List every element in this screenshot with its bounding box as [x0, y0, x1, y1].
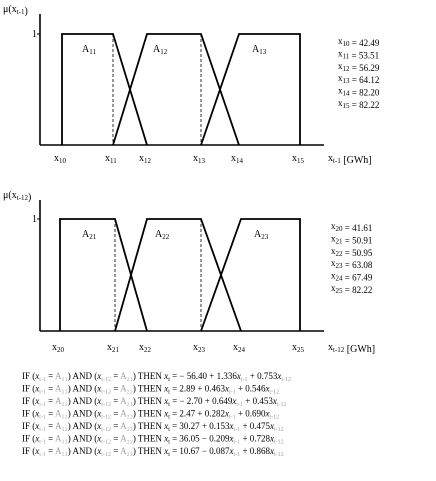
breakpoint-value: $x_{11} = 53.51$ — [338, 48, 380, 61]
breakpoint-value: $x_{22} = 50.95$ — [331, 245, 373, 258]
membership-fn-low — [62, 34, 147, 145]
x-tick-label: $x_{10}$ — [54, 153, 66, 165]
breakpoint-value: $x_{24} = 67.49$ — [331, 270, 373, 283]
rule-line: IF $(x_{t-1} = A_{12})$ AND $(x_{t-12} = A_{21})$ THEN $x_t$ = − $2.70 + 0.649x_{t-1} + 0.453x_{t-12}$ — [22, 396, 287, 408]
rule-line: IF $(x_{t-1} = A_{12})$ AND $(x_{t-12} = A_{22})$ THEN $x_t = 2.47 + 0.282x_{t-1} + 0.690x_{t-12}$ — [22, 408, 280, 421]
membership-fn-low — [60, 219, 147, 331]
x-tick-label: $x_{23}$ — [193, 342, 205, 354]
rule-line: IF $(x_{t-1} = A_{13})$ AND $(x_{t-12} = A_{22})$ THEN $x_t = 36.05 - 0.209x_{t-1} + 0.728x_{t-12}$ — [22, 433, 284, 446]
rule-line: IF $(x_{t-1} = A_{12})$ AND $(x_{t-12} = A_{23})$ THEN $x_t = 30.27 + 0.153x_{t-1} + 0.475x_{t-12}$ — [22, 421, 284, 433]
x-tick-label: $x_{21}$ — [107, 342, 119, 354]
fuzzy-set-label: $A_{21}$ — [82, 229, 97, 241]
rule-line: IF $(x_{t-1} = A_{11})$ AND $(x_{t-12} = A_{22})$ THEN $x_t = 2.89 + 0.463x_{t-1} + 0.546x_{t-12}$ — [22, 383, 280, 396]
y-tick-one: 1 — [32, 214, 37, 225]
x-axis-label: $x_{t-1}$ [GWh] — [328, 153, 372, 166]
panel-membership-lag1 — [3, 4, 380, 166]
x-tick-label: $x_{20}$ — [52, 342, 64, 354]
panel-membership-lag12 — [3, 190, 375, 355]
breakpoint-value: $x_{20} = 41.61$ — [331, 221, 373, 233]
fuzzy-set-label: $A_{11}$ — [82, 44, 96, 56]
y-axis-label: $\mu(x_{t-1})$ — [3, 4, 28, 17]
breakpoint-value: $x_{23} = 63.08$ — [331, 258, 373, 271]
x-tick-label: $x_{24}$ — [233, 342, 245, 354]
membership-fn-high — [201, 34, 300, 145]
fuzzy-set-label: $A_{13}$ — [252, 44, 267, 56]
x-tick-label: $x_{25}$ — [292, 342, 304, 354]
breakpoint-value: $x_{14} = 82.20$ — [338, 85, 380, 98]
y-axis-label: $\mu(x_{t-12})$ — [3, 190, 32, 203]
fuzzy-set-label: $A_{12}$ — [153, 44, 168, 56]
breakpoint-value: $x_{13} = 64.12$ — [338, 73, 380, 86]
rule-line: IF $(x_{t-1} = A_{13})$ AND $(x_{t-12} = A_{23})$ THEN $x_t = 10.67 - 0.087x_{t-1} + 0.868x_{t-12}$ — [22, 446, 284, 458]
x-tick-label: $x_{11}$ — [105, 153, 117, 165]
breakpoint-value: $x_{25} = 82.22$ — [331, 283, 373, 295]
x-tick-label: $x_{13}$ — [193, 153, 205, 165]
fuzzy-set-label: $A_{23}$ — [254, 229, 269, 241]
membership-fn-high — [201, 219, 300, 331]
rule-line: IF $(x_{t-1} = A_{11})$ AND $(x_{t-12} = A_{21})$ THEN $x_t$ = − $56.40 + 1.336x_{t-1} + 0.753x_{t-12}$ — [22, 371, 292, 383]
breakpoint-value: $x_{10} = 42.49$ — [338, 36, 380, 48]
breakpoint-value: $x_{21} = 50.91$ — [331, 233, 373, 246]
fuzzy-set-label: $A_{22}$ — [155, 229, 170, 241]
x-axis-label: $x_{t-12}$ [GWh] — [328, 342, 376, 355]
x-tick-label: $x_{15}$ — [292, 153, 304, 165]
breakpoint-value: $x_{15} = 82.22$ — [338, 98, 380, 110]
rule-base — [22, 371, 291, 458]
x-tick-label: $x_{22}$ — [139, 342, 151, 354]
membership-fn-mid — [115, 219, 241, 331]
y-tick-one: 1 — [32, 29, 37, 40]
breakpoint-value: $x_{12} = 56.29$ — [338, 60, 380, 73]
x-tick-label: $x_{12}$ — [139, 153, 151, 165]
x-tick-label: $x_{14}$ — [231, 153, 243, 165]
